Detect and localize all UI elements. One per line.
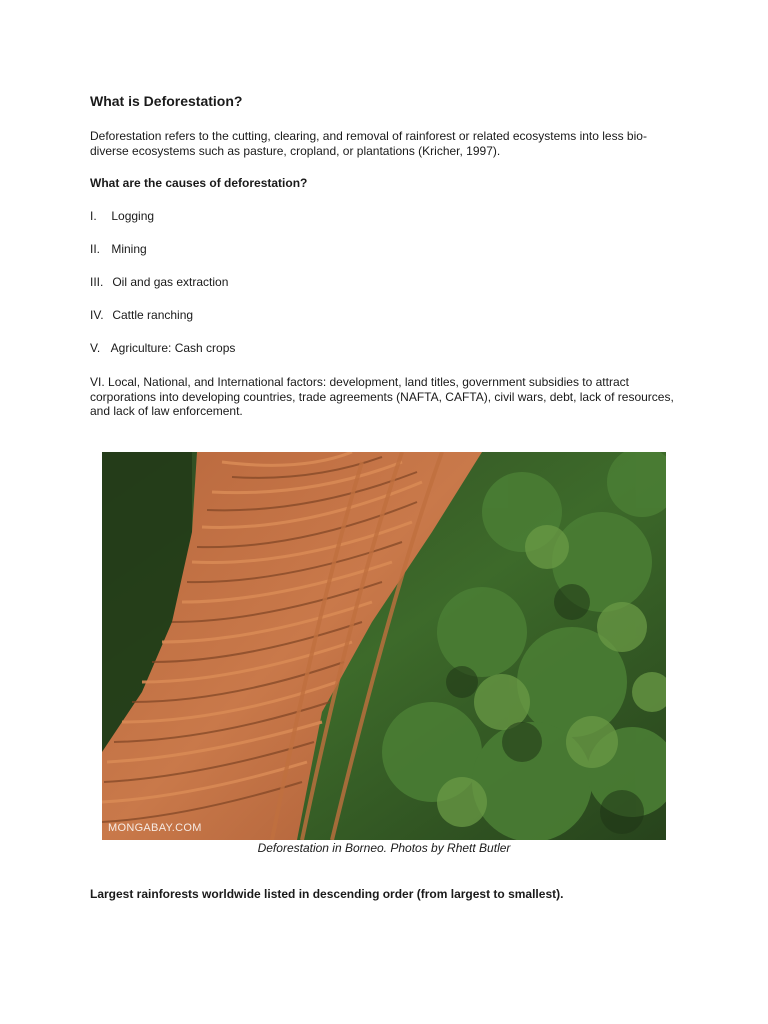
cause-numeral: IV. xyxy=(90,308,104,322)
cause-item xyxy=(90,275,678,290)
page-title: What is Deforestation? xyxy=(90,93,243,109)
cause-item xyxy=(90,209,678,224)
closing-statement: Largest rainforests worldwide listed in descending order (from largest to smallest). xyxy=(90,887,564,901)
cause-item xyxy=(90,375,678,419)
cause-numeral: III. xyxy=(90,275,104,289)
cause-numeral: II. xyxy=(90,242,101,256)
cause-item xyxy=(90,341,678,356)
photo-caption: Deforestation in Borneo. Photos by Rhett Butler xyxy=(257,841,511,855)
cause-text: Logging xyxy=(111,209,155,223)
deforestation-photo xyxy=(102,452,666,840)
cause-text: Mining xyxy=(111,242,147,256)
cause-text: Oil and gas extraction xyxy=(112,275,229,289)
photo-watermark: MONGABAY.COM xyxy=(108,822,202,834)
cause-item xyxy=(90,308,678,323)
cause-item xyxy=(90,242,678,257)
causes-heading: What are the causes of deforestation? xyxy=(90,176,308,190)
cause-numeral: V. xyxy=(90,341,101,355)
definition-paragraph: Deforestation refers to the cutting, clearing, and removal of rainforest or related ecosystems into less bio-diverse ecosystems such as pasture, cropland, or plantations (Kricher, 1997). xyxy=(90,129,647,158)
cause-text: Cattle ranching xyxy=(112,308,194,322)
cause-numeral: VI. xyxy=(90,375,105,389)
cause-numeral: I. xyxy=(90,209,97,223)
cause-text: Agriculture: Cash crops xyxy=(110,341,236,355)
cause-text: Local, National, and International factors: development, land titles, government subsidies to attract corporations into developing countries, trade agreements (NAFTA, CAFTA), civil wars, debt, lack of resources, and lack of law enforcement. xyxy=(90,375,674,418)
